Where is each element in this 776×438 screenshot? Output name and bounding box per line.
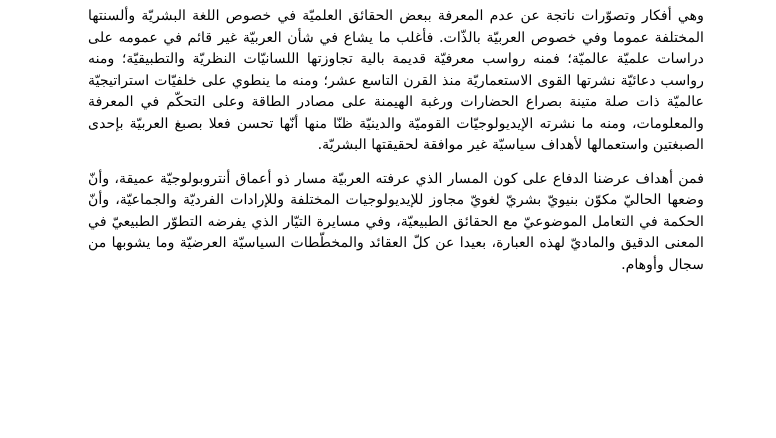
paragraph-2: فمن أهداف عرضنا الدفاع على كون المسار الذي عرفته العربيّة مسار ذو أعماق أنتروبولوجيّة عميقة، وأنّ وضعها الحاليّ مكوّن بنيويّ بشريّ لغويّ مجاوز للإيديولوجيات المختلفة وللإرادات الفرديّة والجماعيّة، وأنّ الحكمة في التعامل الموضوعيّ مع الحقائق الطبيعيّة، وفي مسايرة التيّار الذي يفرضه التطوّر الطبيعيّ في المعنى الدقيق والماديّ لهذه العبارة، بعيدا عن كلّ العقائد والمخطّطات السياسيّة العرضيّة وما يشوبها من سجال وأوهام. bbox=[88, 170, 704, 273]
document-body bbox=[88, 6, 704, 276]
paragraph-1: وهي أفكار وتصوّرات ناتجة عن عدم المعرفة ببعض الحقائق العلميّة في خصوص اللغة البشريّة وألسنتها المختلفة عموما وفي خصوص العربيّة بالذّات. فأغلب ما يشاع في شأن العربيّة غير قائم في عمومه على دراسات علميّة عالميّة؛ فمنه رواسب معرفيّة قديمة بالية تجاوزتها اللسانيّات النظريّة والتطبيقيّة؛ ومنه رواسب دعائيّة نشرتها القوى الاستعماريّة منذ القرن التاسع عشر؛ ومنه ما ينطوي على خلفيّات استراتيجيّة عالميّة ذات صلة متينة بصراع الحضارات ورغبة الهيمنة على مصادر الطاقة وعلى التحكّم في المعرفة والمعلومات، ومنه ما نشرته الإيديولوجيّات القوميّة والدينيّة ظنّا منها أنّها تحسن فعلا بصبغ العربيّة بإحدى الصبغتين واستعمالها لأهداف سياسيّة غير موافقة لحقيقتها البشريّة. bbox=[88, 8, 704, 153]
